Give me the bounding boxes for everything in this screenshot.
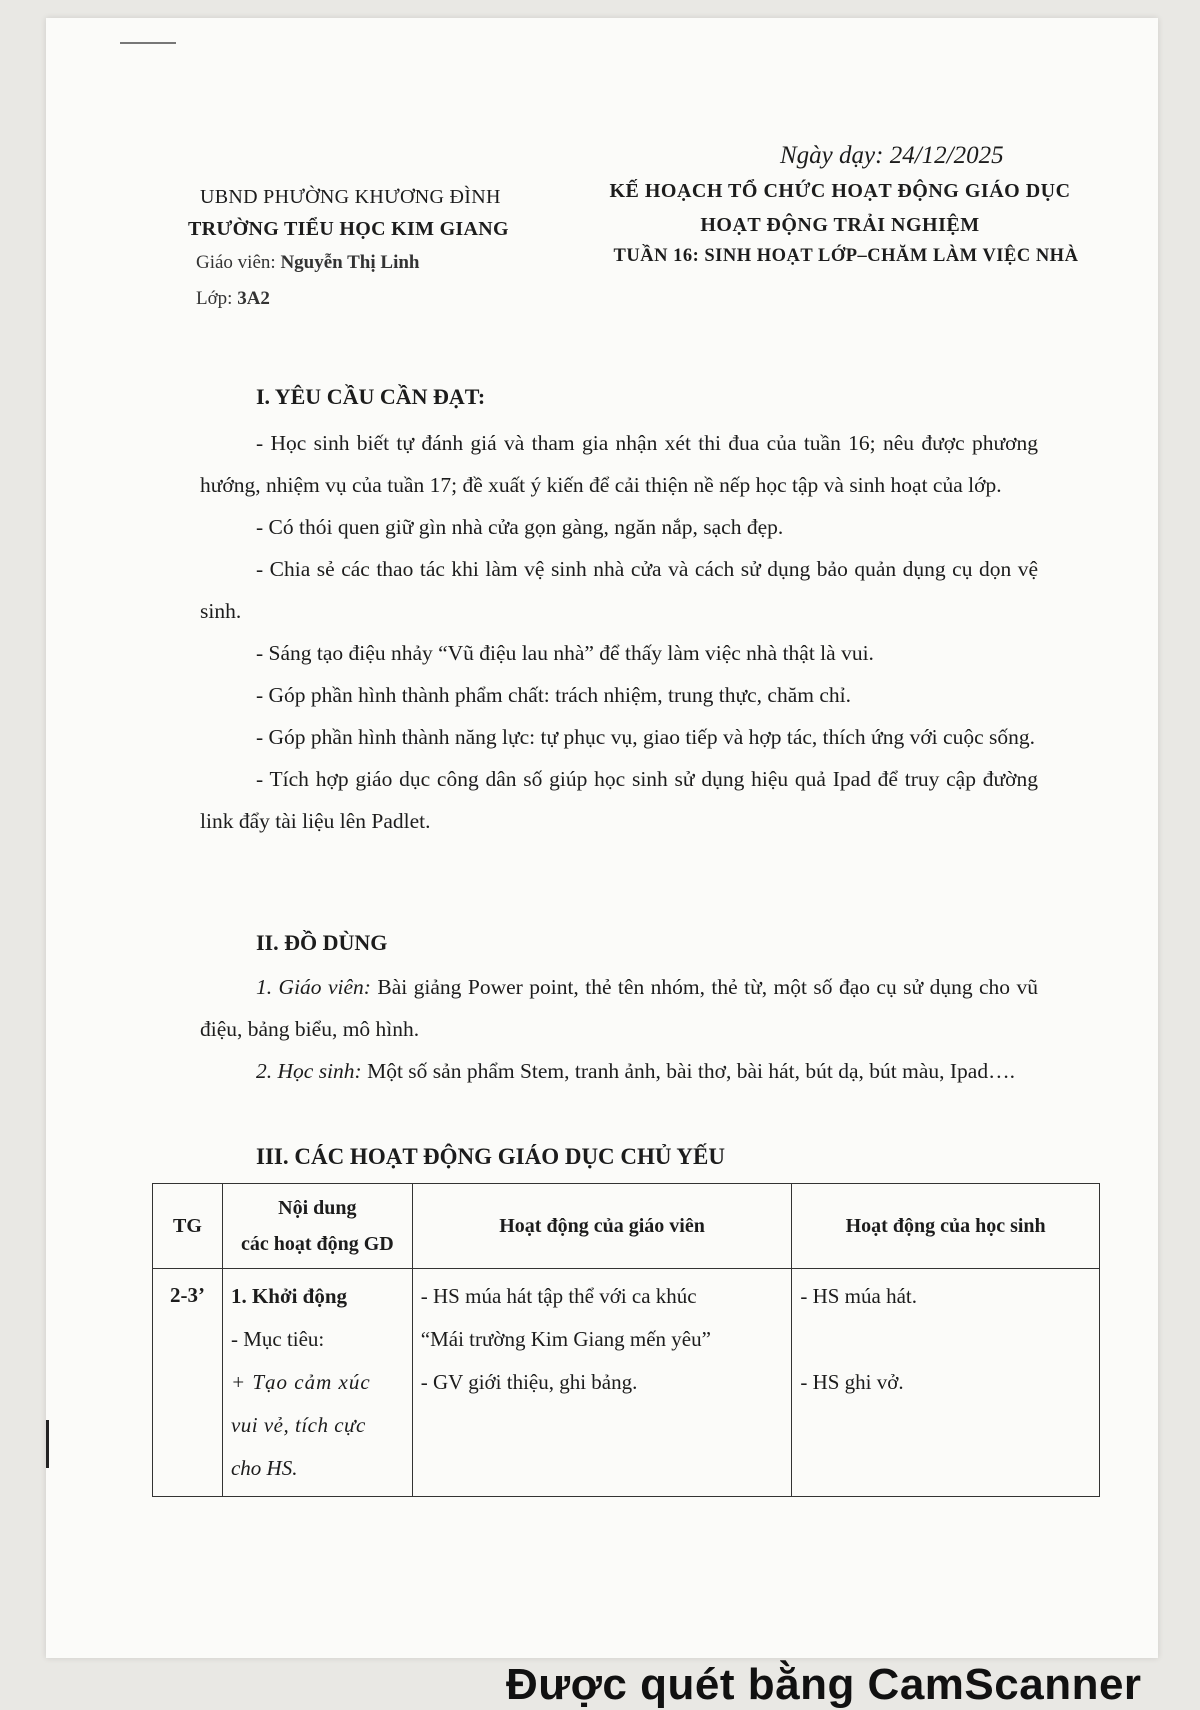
student-materials-label: 2. Học sinh: — [256, 1059, 362, 1083]
header-teacher-activity: Hoạt động của giáo viên — [412, 1184, 792, 1269]
student-materials — [200, 1050, 1038, 1092]
section-3-title: III. CÁC HOẠT ĐỘNG GIÁO DỤC CHỦ YẾU — [256, 1144, 725, 1169]
teacher-line — [196, 252, 420, 274]
teacher-materials-text: Bài giảng Power point, thẻ tên nhóm, thẻ từ, một số đạo cụ sử dụng cho vũ điệu, bảng biểu, mô hình. — [200, 975, 1038, 1041]
header-content-line1: Nội dung — [278, 1197, 357, 1219]
header-time: TG — [153, 1184, 223, 1269]
row-content — [222, 1269, 412, 1497]
row-time: 2-3’ — [153, 1269, 223, 1497]
section-1-body — [200, 422, 1038, 842]
requirement-item: - Chia sẻ các thao tác khi làm vệ sinh nhà cửa và cách sử dụng bảo quản dụng cụ dọn vệ sinh. — [200, 557, 1038, 623]
content-detail: cho HS. — [230, 1456, 298, 1480]
requirement-item: - Học sinh biết tự đánh giá và tham gia nhận xét thi đua của tuần 16; nêu được phương hướng, nhiệm vụ của tuần 17; đề xuất ý kiến để cải thiện nề nếp học tập và sinh hoạt của lớp. — [200, 431, 1038, 497]
table-row — [153, 1269, 1100, 1497]
row-student-activity — [792, 1269, 1100, 1497]
content-title: 1. Khởi động — [230, 1284, 348, 1308]
class-line — [196, 288, 270, 310]
class-label: Lớp: — [196, 288, 233, 309]
school-name: TRƯỜNG TIỂU HỌC KIM GIANG — [188, 218, 509, 240]
teacher-name: Nguyễn Thị Linh — [280, 252, 420, 273]
student-activity-line: - HS múa hát. — [800, 1284, 917, 1308]
section-2-body — [200, 966, 1038, 1092]
header-content — [222, 1184, 412, 1269]
teacher-activity-line: - HS múa hát tập thể với ca khúc — [420, 1284, 697, 1308]
student-activity-line: - HS ghi vở. — [800, 1370, 904, 1394]
teacher-label: Giáo viên: — [196, 252, 276, 273]
subject-title: HOẠT ĐỘNG TRẢI NGHIỆM — [700, 214, 980, 236]
requirement-item: - Góp phần hình thành phẩm chất: trách nhiệm, trung thực, chăm chỉ. — [256, 683, 851, 707]
content-detail: vui vẻ, tích cực — [230, 1413, 366, 1437]
class-name: 3A2 — [237, 288, 270, 309]
table-header-row — [153, 1184, 1100, 1269]
content-detail: + Tạo cảm xúc — [230, 1370, 371, 1394]
requirement-item: - Góp phần hình thành năng lực: tự phục vụ, giao tiếp và hợp tác, thích ứng với cuộc sống. — [256, 725, 1035, 749]
teacher-materials-label: 1. Giáo viên: — [256, 975, 371, 999]
scan-edge-mark — [46, 1420, 49, 1468]
section-1-title: I. YÊU CẦU CẦN ĐẠT: — [256, 384, 486, 409]
header-student-activity: Hoạt động của học sinh — [792, 1184, 1100, 1269]
teaching-date: Ngày dạy: 24/12/2025 — [780, 142, 1004, 169]
requirement-item: - Sáng tạo điệu nhảy “Vũ điệu lau nhà” để thấy làm việc nhà thật là vui. — [256, 641, 874, 665]
teacher-activity-line: - GV giới thiệu, ghi bảng. — [420, 1370, 638, 1394]
camscanner-watermark: Được quét bằng CamScanner — [506, 1660, 1142, 1709]
section-2-title: II. ĐỒ DÙNG — [256, 930, 388, 955]
teacher-activity-line: “Mái trường Kim Giang mến yêu” — [420, 1327, 711, 1351]
requirement-item: - Tích hợp giáo dục công dân số giúp học sinh sử dụng hiệu quả Ipad để truy cập đường link đẩy tài liệu lên Padlet. — [200, 767, 1038, 833]
requirement-item: - Có thói quen giữ gìn nhà cửa gọn gàng, ngăn nắp, sạch đẹp. — [256, 515, 784, 539]
row-teacher-activity — [412, 1269, 792, 1497]
content-goal: - Mục tiêu: — [230, 1327, 325, 1351]
week-title: TUẦN 16: SINH HOẠT LỚP–CHĂM LÀM VIỆC NHÀ — [613, 246, 1079, 266]
scan-mark — [120, 42, 176, 44]
teacher-materials — [200, 966, 1038, 1050]
student-materials-text: Một số sản phẩm Stem, tranh ảnh, bài thơ, bài hát, bút dạ, bút màu, Ipad…. — [361, 1059, 1015, 1083]
header-content-line2: các hoạt động GD — [240, 1233, 394, 1255]
plan-title: KẾ HOẠCH TỔ CHỨC HOẠT ĐỘNG GIÁO DỤC — [609, 180, 1071, 202]
ward-name: UBND PHƯỜNG KHƯƠNG ĐÌNH — [200, 186, 501, 208]
activity-table — [152, 1183, 1100, 1497]
